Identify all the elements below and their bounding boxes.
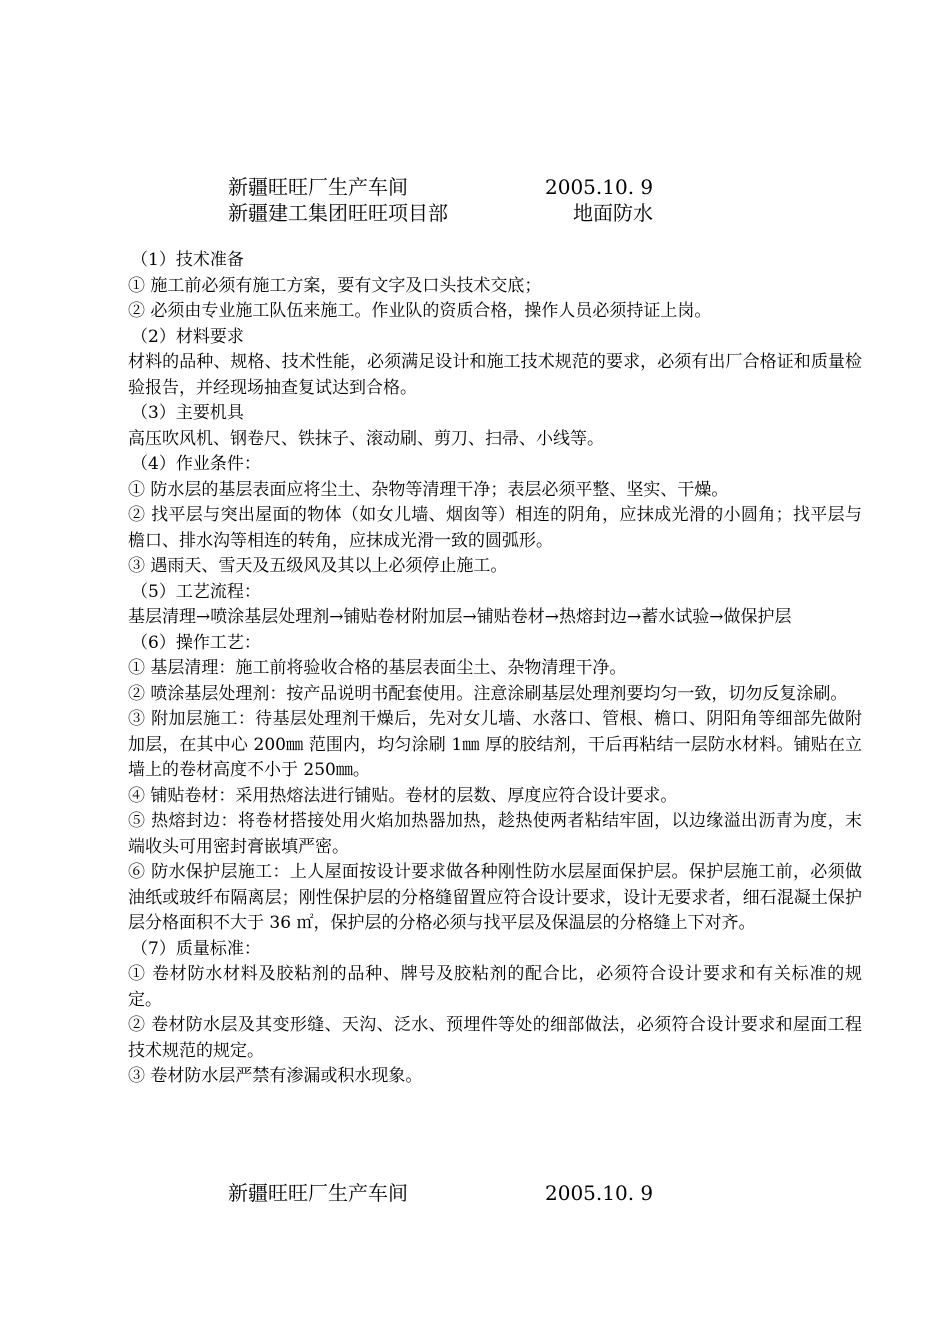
document-header-line-1 [228,174,654,200]
paragraph: ① 施工前必须有施工方案，要有文字及口头技术交底； [128,275,542,296]
section-heading: （2）材料要求 [131,326,244,347]
section-heading: （7）质量标准： [131,938,261,959]
paragraph: ① 卷材防水材料及胶粘剂的品种、牌号及胶粘剂的配合比，必须符合设计要求和有关标准的规定。 [128,964,862,1010]
document-topic: 地面防水 [573,201,653,225]
paragraph: ① 防水层的基层表面应将尘土、杂物等清理干净；表层必须平整、坚实、干燥。 [128,479,729,500]
paragraph: 基层清理→喷涂基层处理剂→铺贴卷材附加层→铺贴卷材→热熔封边→蓄水试验→做保护层 [128,607,792,627]
document-footer [228,1180,654,1206]
factory-workshop-title: 新疆旺旺厂生产车间 [228,175,408,199]
document-date: 2005.10. 9 [545,175,654,199]
section-heading: （3）主要机具 [131,403,244,423]
paragraph: ① 基层清理：施工前将验收合格的基层表面尘土、杂物清理干净。 [128,658,627,678]
paragraph: ④ 铺贴卷材：采用热熔法进行铺贴。卷材的层数、厚度应符合设计要求。 [128,785,678,806]
paragraph: 高压吹风机、钢卷尺、铁抹子、滚动刷、剪刀、扫帚、小线等。 [128,428,604,449]
paragraph: ③ 卷材防水层严禁有渗漏或积水现象。 [128,1066,423,1086]
section-heading: （1）技术准备 [131,250,244,270]
paragraph: 材料的品种、规格、技术性能，必须满足设计和施工技术规范的要求，必须有出厂合格证和质量检验报告，并经现场抽查复试达到合格。 [128,352,862,398]
paragraph: ② 喷涂基层处理剂：按产品说明书配套使用。注意涂刷基层处理剂要均匀一致，切勿反复涂刷。 [128,683,848,704]
footer-date: 2005.10. 9 [545,1181,654,1205]
section-heading: （6）操作工艺： [131,632,261,653]
paragraph: ② 找平层与突出屋面的物体（如女儿墙、烟囱等）相连的阴角，应抹成光滑的小圆角；找平层与檐口、排水沟等相连的转角，应抹成光滑一致的圆弧形。 [128,505,862,551]
paragraph: ② 卷材防水层及其变形缝、天沟、泛水、预埋件等处的细部做法，必须符合设计要求和屋面工程技术规范的规定。 [128,1015,862,1061]
paragraph: ② 必须由专业施工队伍来施工。作业队的资质合格，操作人员必须持证上岗。 [128,301,712,321]
project-department: 新疆建工集团旺旺项目部 [228,201,448,225]
paragraph: ③ 遇雨天、雪天及五级风及其以上必须停止施工。 [128,556,508,576]
section-heading: （5）工艺流程： [131,581,261,602]
paragraph: ⑤ 热熔封边：将卷材搭接处用火焰加热器加热，趁热使两者粘结牢固，以边缘溢出沥青为度，末端收头可用密封膏嵌填严密。 [128,811,862,857]
paragraph: ⑥ 防水保护层施工：上人屋面按设计要求做各种刚性防水层屋面保护层。保护层施工前，必须做油纸或玻纤布隔离层；刚性保护层的分格缝留置应符合设计要求，设计无要求者，细石混凝土保护层分格面积不大于 36 ㎡，保护层的分格必须与找平层及保温层的分格缝上下对齐。 [128,862,862,933]
section-heading: （4）作业条件： [131,454,261,474]
footer-workshop-title: 新疆旺旺厂生产车间 [228,1181,408,1205]
paragraph: ③ 附加层施工：待基层处理剂干燥后，先对女儿墙、水落口、管根、檐口、阴阳角等细部先做附加层，在其中心 200㎜ 范围内，均匀涂刷 1㎜ 厚的胶结剂，干后再粘结一层防水材料。铺贴在立墙上的卷材高度不小于 250㎜。 [128,709,862,780]
document-body [128,248,862,1090]
document-header-line-2 [228,200,653,226]
